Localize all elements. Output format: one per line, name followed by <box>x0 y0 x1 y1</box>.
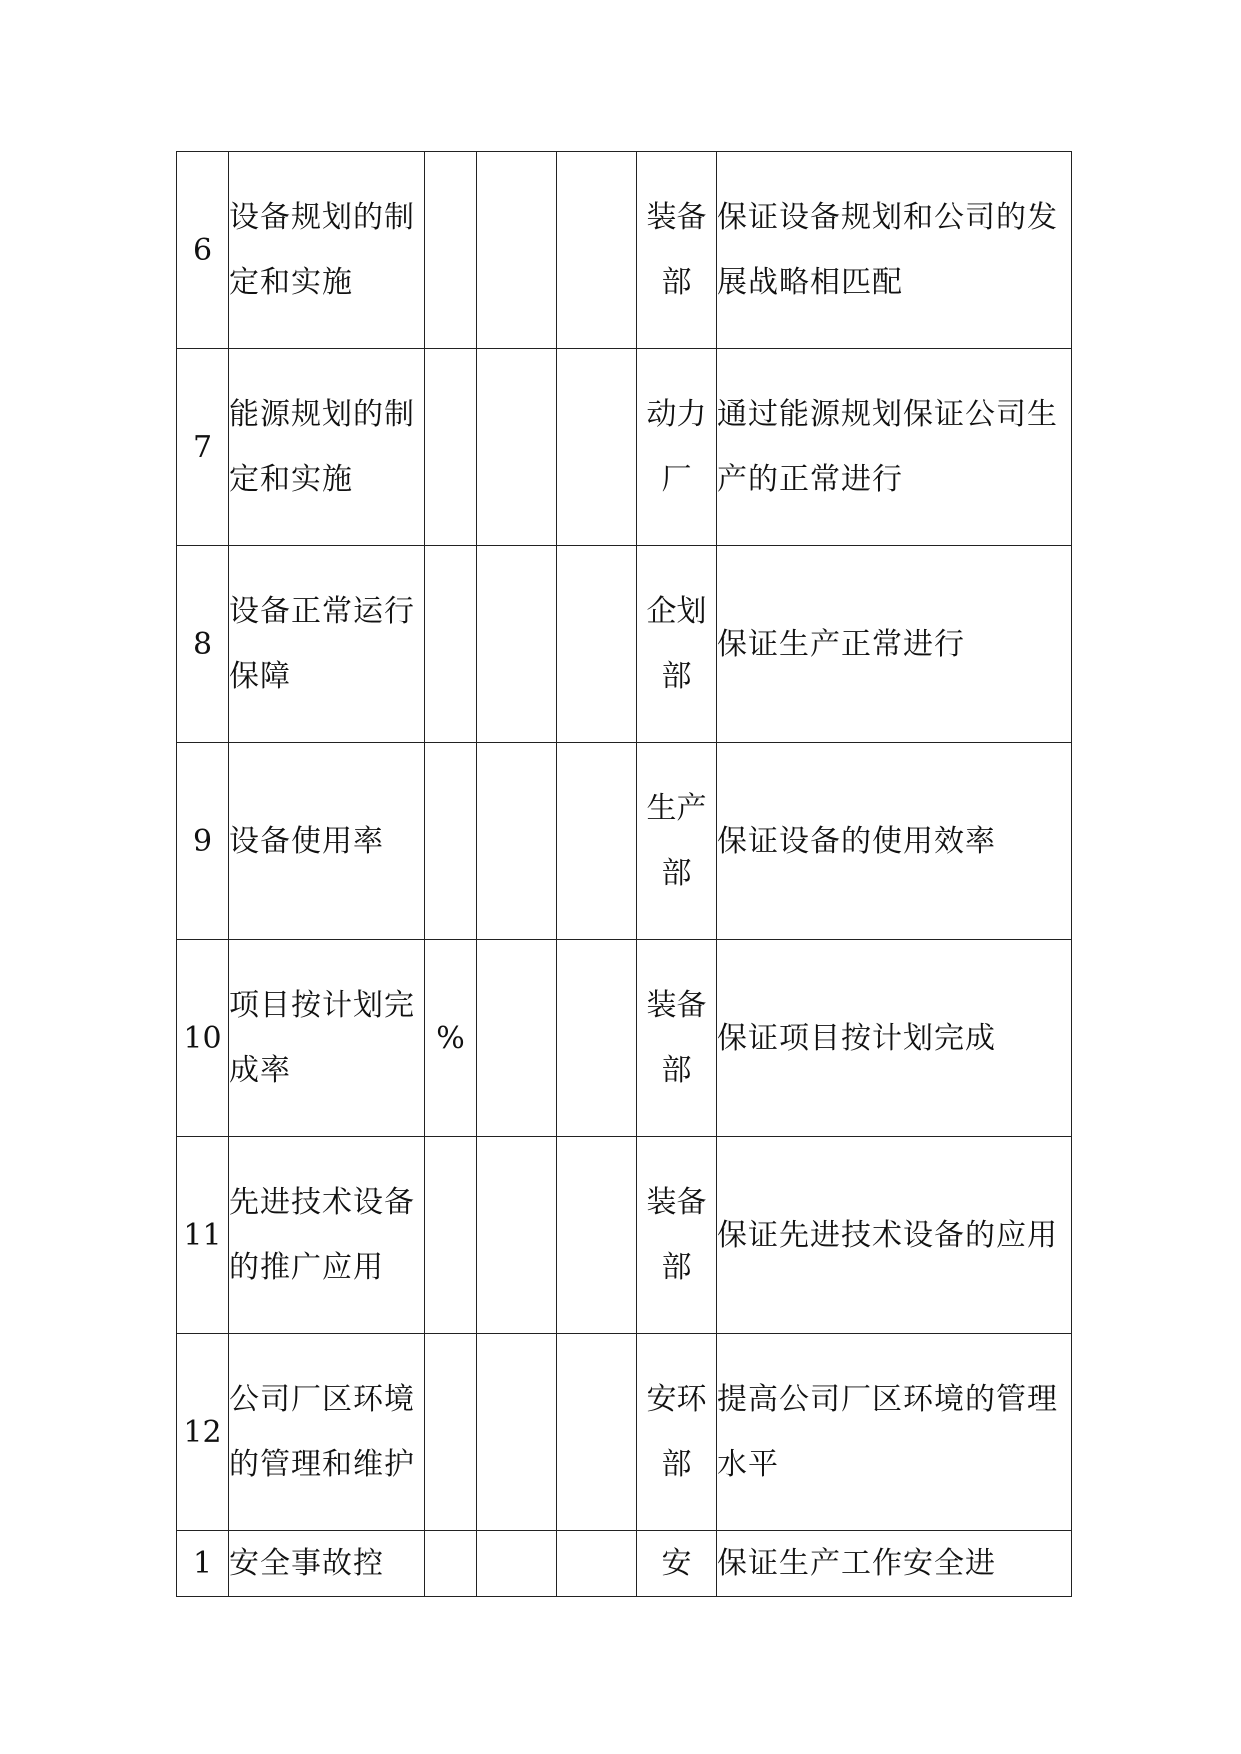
table-row <box>177 940 1072 1137</box>
empty-cell <box>477 1334 557 1531</box>
department-cell: 企划部 <box>637 546 717 743</box>
table-row <box>177 152 1072 349</box>
empty-cell <box>557 152 637 349</box>
empty-cell <box>557 743 637 940</box>
row-number: 6 <box>177 152 229 349</box>
empty-cell <box>557 349 637 546</box>
empty-cell <box>557 940 637 1137</box>
empty-cell <box>557 546 637 743</box>
unit-cell <box>425 1137 477 1334</box>
item-name: 公司厂区环境的管理和维护 <box>229 1334 425 1531</box>
item-name: 项目按计划完成率 <box>229 940 425 1137</box>
unit-cell <box>425 1334 477 1531</box>
goal-cell: 提高公司厂区环境的管理水平 <box>717 1334 1072 1531</box>
empty-cell <box>477 1137 557 1334</box>
empty-cell <box>557 1137 637 1334</box>
table-row <box>177 546 1072 743</box>
empty-cell <box>557 1334 637 1531</box>
department-cell: 装备部 <box>637 940 717 1137</box>
department-cell: 安环部 <box>637 1334 717 1531</box>
unit-cell <box>425 349 477 546</box>
department-cell: 动力厂 <box>637 349 717 546</box>
empty-cell <box>477 1531 557 1597</box>
item-name: 能源规划的制定和实施 <box>229 349 425 546</box>
item-name: 设备规划的制定和实施 <box>229 152 425 349</box>
unit-cell <box>425 546 477 743</box>
department-cell: 安 <box>637 1531 717 1597</box>
department-cell: 装备部 <box>637 1137 717 1334</box>
goal-cell: 保证项目按计划完成 <box>717 940 1072 1137</box>
unit-cell: % <box>425 940 477 1137</box>
empty-cell <box>477 349 557 546</box>
department-cell: 生产部 <box>637 743 717 940</box>
item-name: 安全事故控 <box>229 1531 425 1597</box>
empty-cell <box>477 940 557 1137</box>
goal-cell: 保证设备的使用效率 <box>717 743 1072 940</box>
row-number: 8 <box>177 546 229 743</box>
table-row <box>177 1334 1072 1531</box>
goal-cell: 保证生产正常进行 <box>717 546 1072 743</box>
row-number: 12 <box>177 1334 229 1531</box>
empty-cell <box>477 546 557 743</box>
row-number: 11 <box>177 1137 229 1334</box>
department-cell: 装备部 <box>637 152 717 349</box>
row-number: 1 <box>177 1531 229 1597</box>
row-number: 9 <box>177 743 229 940</box>
table-row <box>177 743 1072 940</box>
unit-cell <box>425 152 477 349</box>
table-row <box>177 1531 1072 1597</box>
item-name: 设备正常运行保障 <box>229 546 425 743</box>
empty-cell <box>477 743 557 940</box>
item-name: 设备使用率 <box>229 743 425 940</box>
row-number: 7 <box>177 349 229 546</box>
unit-cell <box>425 743 477 940</box>
empty-cell <box>557 1531 637 1597</box>
row-number: 10 <box>177 940 229 1137</box>
unit-cell <box>425 1531 477 1597</box>
table-row <box>177 1137 1072 1334</box>
item-name: 先进技术设备的推广应用 <box>229 1137 425 1334</box>
goal-cell: 通过能源规划保证公司生产的正常进行 <box>717 349 1072 546</box>
empty-cell <box>477 152 557 349</box>
table-row <box>177 349 1072 546</box>
goal-cell: 保证生产工作安全进 <box>717 1531 1072 1597</box>
goal-cell: 保证先进技术设备的应用 <box>717 1137 1072 1334</box>
kpi-table <box>176 151 1072 1597</box>
goal-cell: 保证设备规划和公司的发展战略相匹配 <box>717 152 1072 349</box>
